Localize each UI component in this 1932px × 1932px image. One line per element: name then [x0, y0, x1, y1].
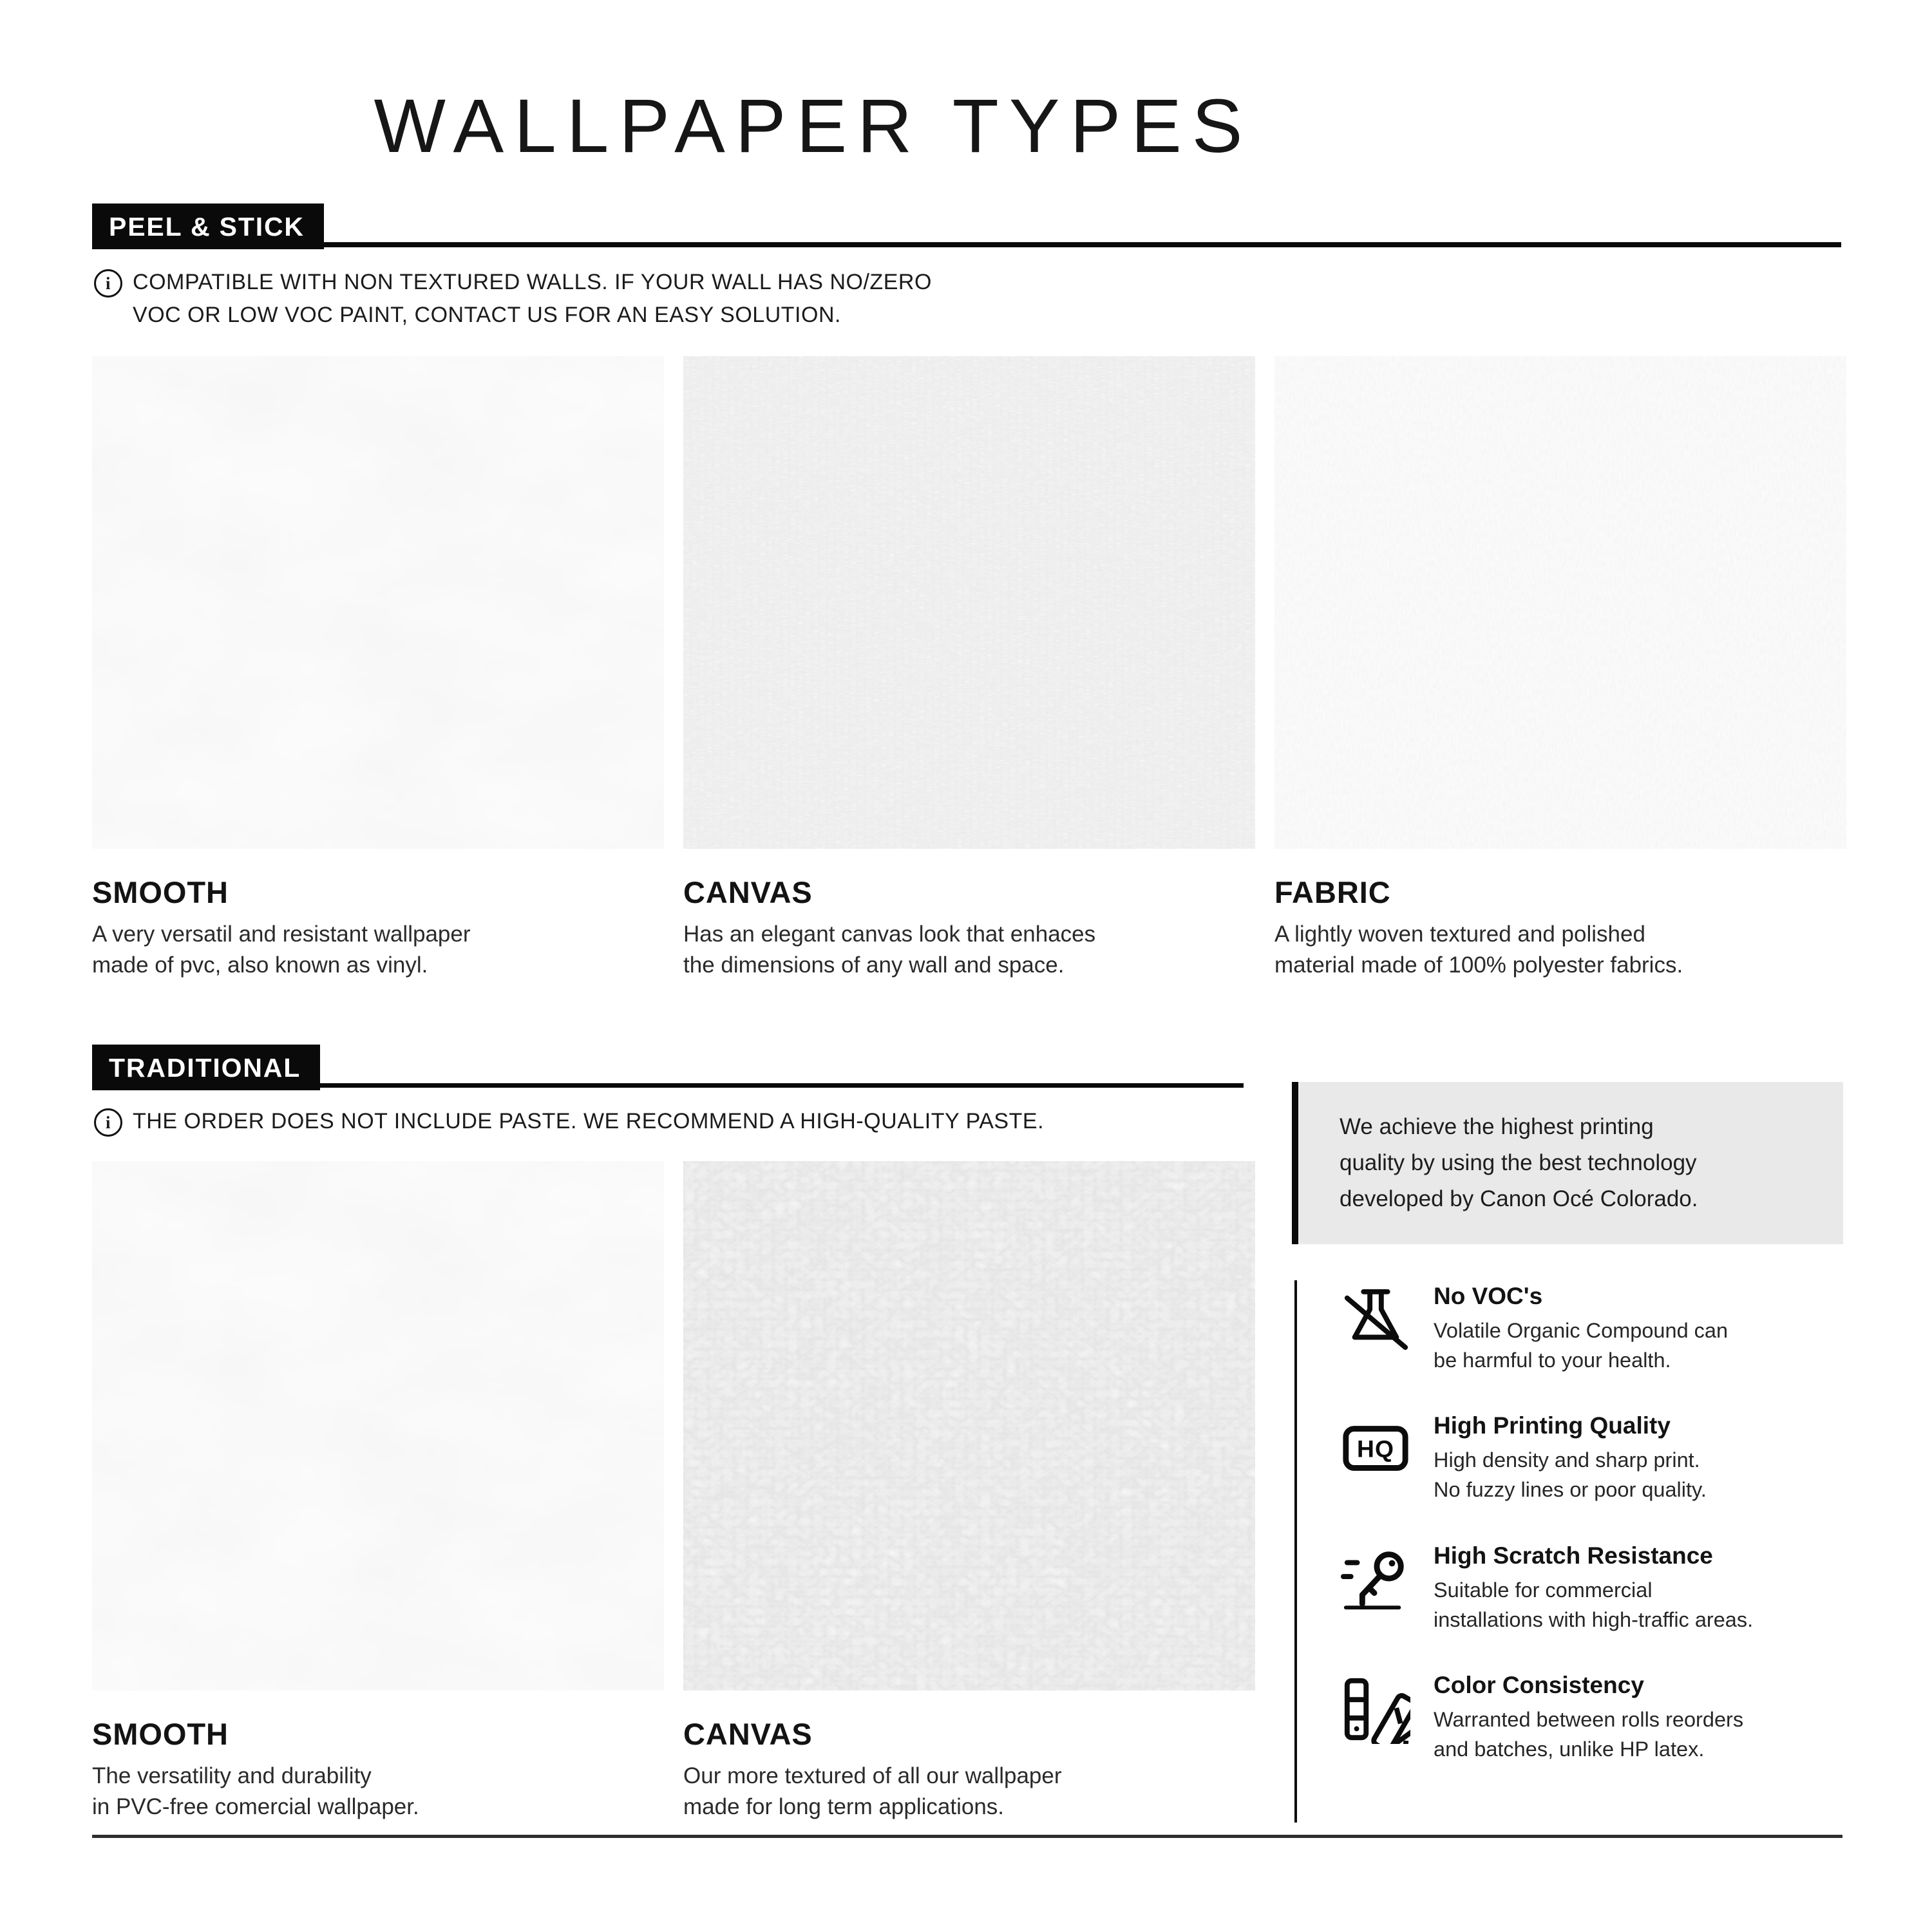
feature-description	[1434, 1316, 1728, 1375]
smooth-texture-image	[92, 1161, 664, 1690]
swatch-name: CANVAS	[683, 875, 813, 909]
feature-description	[1434, 1445, 1707, 1504]
feature-list	[1341, 1283, 1850, 1764]
traditional-note	[94, 1105, 1044, 1138]
peel-and-stick-swatch-row	[92, 356, 1846, 981]
desc-line: A lightly woven textured and polished	[1274, 922, 1645, 947]
canvas-texture-image	[683, 1161, 1255, 1690]
swatch-card-smooth	[92, 356, 664, 981]
note-text	[133, 266, 932, 332]
hq-badge-icon	[1341, 1412, 1410, 1484]
printing-quality-callout	[1292, 1082, 1843, 1244]
swatch-name: SMOOTH	[92, 875, 229, 909]
swatch-description	[92, 1761, 664, 1823]
feature-title: High Scratch Resistance	[1434, 1542, 1713, 1569]
swatch-card-canvas	[683, 356, 1255, 981]
peel-and-stick-note	[94, 266, 932, 332]
feature-description	[1434, 1705, 1743, 1764]
note-text: THE ORDER DOES NOT INCLUDE PASTE. WE RECOMMEND A HIGH-QUALITY PASTE.	[133, 1109, 1045, 1133]
bottom-rule	[92, 1835, 1842, 1838]
desc-line: Our more textured of all our wallpaper	[683, 1763, 1062, 1788]
feature-text	[1434, 1542, 1753, 1634]
desc-line: Volatile Organic Compound can	[1434, 1319, 1728, 1342]
desc-line: and batches, unlike HP latex.	[1434, 1737, 1705, 1761]
swatch-name: CANVAS	[683, 1717, 813, 1751]
quality-line: quality by using the best technology	[1340, 1150, 1697, 1175]
note-line: COMPATIBLE WITH NON TEXTURED WALLS. IF YOUR WALL HAS NO/ZERO	[133, 270, 932, 294]
info-icon: i	[94, 269, 122, 298]
swatch-description	[683, 919, 1255, 981]
swatch-description	[683, 1761, 1255, 1823]
feature-title: High Printing Quality	[1434, 1412, 1671, 1439]
svg-text:HQ: HQ	[1357, 1435, 1394, 1463]
feature-no-vocs	[1341, 1283, 1850, 1375]
quality-line: developed by Canon Océ Colorado.	[1340, 1186, 1698, 1211]
features-divider-line	[1294, 1280, 1297, 1823]
swatch-name: FABRIC	[1274, 875, 1391, 909]
desc-line: Suitable for commercial	[1434, 1578, 1653, 1602]
fabric-texture-image	[1274, 356, 1846, 849]
peel-and-stick-rule	[92, 242, 1841, 247]
feature-high-scratch-resistance	[1341, 1542, 1850, 1634]
feature-text	[1434, 1672, 1743, 1764]
scratch-key-icon	[1341, 1542, 1410, 1615]
desc-line: material made of 100% polyester fabrics.	[1274, 952, 1683, 978]
info-icon: i	[94, 1108, 122, 1137]
smooth-texture-image	[92, 356, 664, 849]
swatch-description	[1274, 919, 1846, 981]
desc-line: The versatility and durability	[92, 1763, 372, 1788]
swatch-card-smooth	[92, 1161, 664, 1823]
desc-line: Has an elegant canvas look that enhaces	[683, 922, 1096, 947]
feature-high-printing-quality	[1341, 1412, 1850, 1504]
note-line: VOC OR LOW VOC PAINT, CONTACT US FOR AN EASY SOLUTION.	[133, 303, 841, 327]
page-title: WALLPAPER TYPES	[374, 84, 1253, 169]
traditional-swatch-row	[92, 1161, 1255, 1823]
feature-text	[1434, 1412, 1707, 1504]
desc-line: installations with high-traffic areas.	[1434, 1607, 1754, 1631]
desc-line: A very versatil and resistant wallpaper	[92, 922, 471, 947]
desc-line: made for long term applications.	[683, 1794, 1005, 1820]
desc-line: High density and sharp print.	[1434, 1448, 1700, 1472]
feature-color-consistency	[1341, 1672, 1850, 1764]
desc-line: No fuzzy lines or poor quality.	[1434, 1478, 1707, 1502]
feature-text	[1434, 1283, 1728, 1375]
desc-line: made of pvc, also known as vinyl.	[92, 952, 428, 978]
swatch-name: SMOOTH	[92, 1717, 229, 1751]
feature-description	[1434, 1575, 1753, 1634]
desc-line: Warranted between rolls reorders	[1434, 1707, 1744, 1731]
desc-line: the dimensions of any wall and space.	[683, 952, 1065, 978]
swatch-card-fabric	[1274, 356, 1846, 981]
section-badge-traditional: TRADITIONAL	[92, 1045, 320, 1090]
canvas-texture-image	[683, 356, 1255, 849]
feature-title: No VOC's	[1434, 1283, 1543, 1309]
swatch-card-canvas	[683, 1161, 1255, 1823]
desc-line: in PVC-free comercial wallpaper.	[92, 1794, 419, 1820]
no-voc-flask-icon	[1341, 1283, 1410, 1355]
quality-line: We achieve the highest printing	[1340, 1114, 1654, 1139]
swatch-description	[92, 919, 664, 981]
color-swatches-icon	[1341, 1672, 1410, 1744]
feature-title: Color Consistency	[1434, 1671, 1644, 1698]
desc-line: be harmful to your health.	[1434, 1349, 1671, 1372]
section-badge-peel-and-stick: PEEL & STICK	[92, 204, 324, 249]
